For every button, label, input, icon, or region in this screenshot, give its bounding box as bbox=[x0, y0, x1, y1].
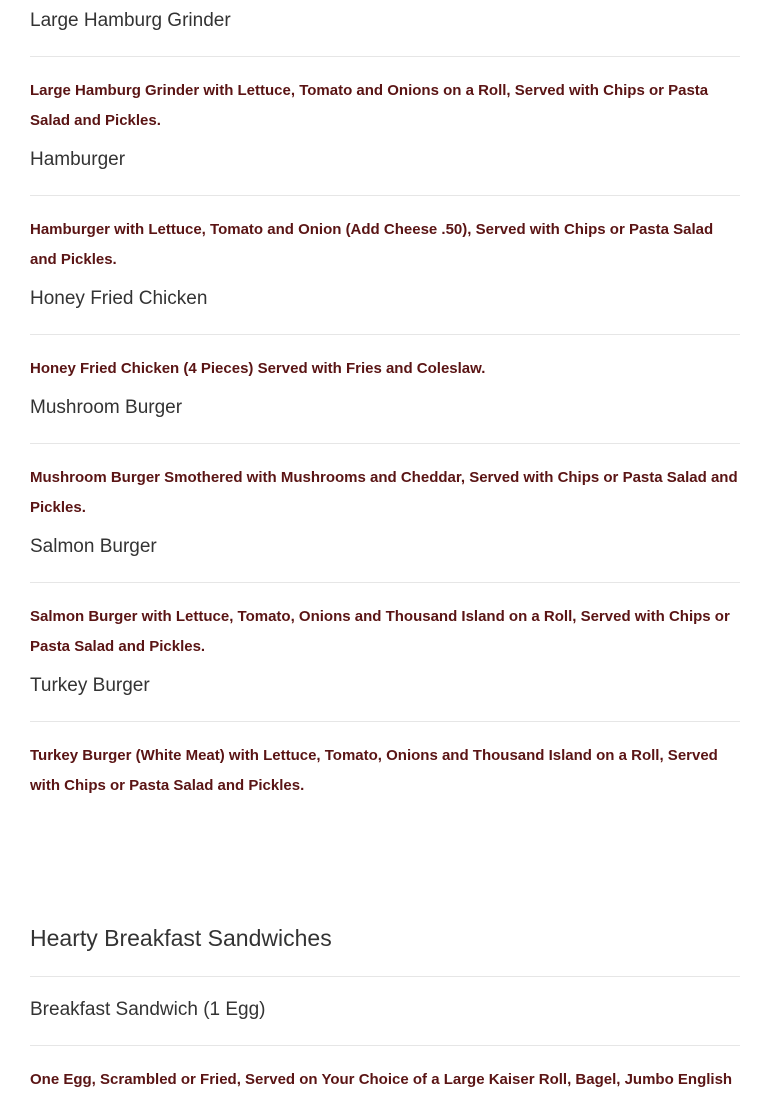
menu-item-title: Hamburger bbox=[30, 149, 126, 170]
menu-item-description: Large Hamburg Grinder with Lettuce, Tomato and Onions on a Roll, Served with Chips or Pasta Salad and Pickles. bbox=[30, 82, 709, 129]
menu-item-title: Large Hamburg Grinder bbox=[30, 10, 231, 31]
menu-item-title: Turkey Burger bbox=[30, 675, 150, 696]
item-divider bbox=[30, 582, 740, 583]
item-divider bbox=[30, 334, 740, 335]
menu-item-description: Honey Fried Chicken (4 Pieces) Served with Fries and Coleslaw. bbox=[30, 360, 486, 377]
menu-item-title: Mushroom Burger bbox=[30, 397, 183, 418]
section-divider bbox=[30, 976, 740, 977]
menu-item-description: Mushroom Burger Smothered with Mushrooms and Cheddar, Served with Chips or Pasta Salad and Pickles. bbox=[30, 469, 738, 516]
item-divider bbox=[30, 195, 740, 196]
section-title: Hearty Breakfast Sandwiches bbox=[30, 925, 332, 951]
item-divider bbox=[30, 721, 740, 722]
menu-item-title: Salmon Burger bbox=[30, 536, 157, 557]
menu-item-description: Hamburger with Lettuce, Tomato and Onion (Add Cheese .50), Served with Chips or Pasta Salad and Pickles. bbox=[30, 221, 714, 268]
menu-item-title: Breakfast Sandwich (1 Egg) bbox=[30, 999, 266, 1020]
item-divider bbox=[30, 1045, 740, 1046]
item-divider bbox=[30, 56, 740, 57]
menu-item-title: Honey Fried Chicken bbox=[30, 288, 208, 309]
menu-item-description: One Egg, Scrambled or Fried, Served on Your Choice of a Large Kaiser Roll, Bagel, Jumbo English bbox=[30, 1071, 733, 1088]
menu-item-description: Salmon Burger with Lettuce, Tomato, Onions and Thousand Island on a Roll, Served with Chips or Pasta Salad and Pickles. bbox=[30, 608, 730, 655]
menu-item-description: Turkey Burger (White Meat) with Lettuce, Tomato, Onions and Thousand Island on a Roll, Served with Chips or Pasta Salad and Pickles. bbox=[30, 747, 718, 794]
item-divider bbox=[30, 443, 740, 444]
